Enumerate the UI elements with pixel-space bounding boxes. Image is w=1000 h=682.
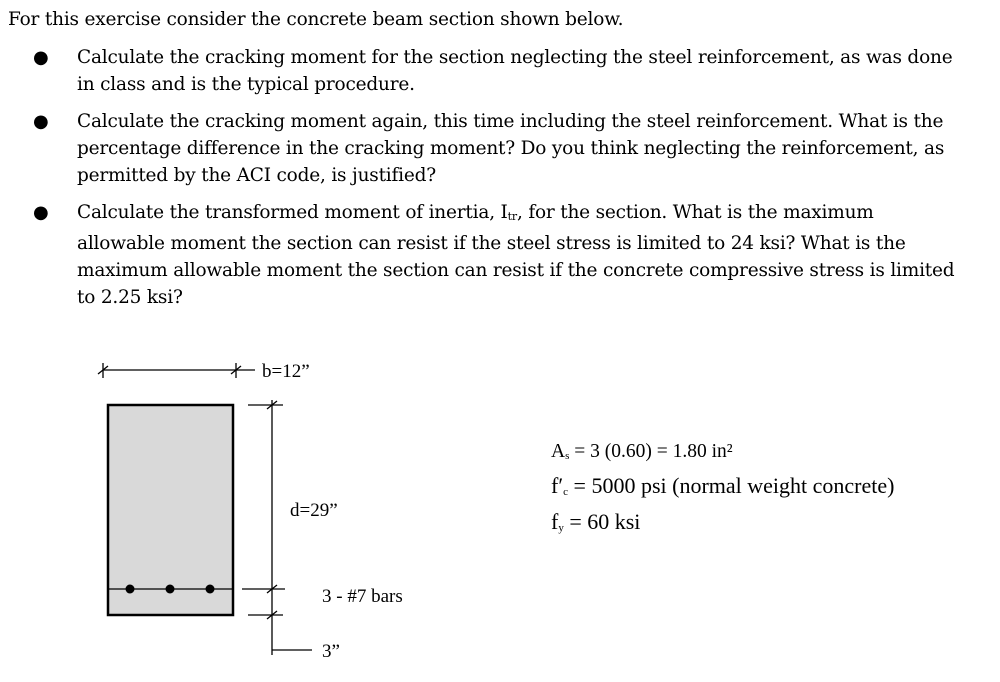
task-text-3-start: Calculate the transformed moment of inertia, I bbox=[77, 202, 508, 223]
rebar-bar bbox=[126, 585, 135, 594]
steel-area-line bbox=[551, 437, 894, 471]
intro-text: For this exercise consider the concrete beam section shown below. bbox=[8, 9, 624, 30]
beam-section bbox=[108, 405, 233, 615]
task-text-2: Calculate the cracking moment again, this time including the steel reinforcement. What is the percentage difference in the cracking moment? Do you think neglecting the reinforcement, as permitted by the ACI code, is justified? bbox=[77, 111, 945, 186]
task-text-3-end: , for the section. What is the maximum allowable moment the section can resist if the steel stress is limited to 24 ksi? What is the maximum allowable moment the section can resist if the concrete compressive stress is limited to 2.25 ksi? bbox=[77, 202, 955, 308]
rebar-bar bbox=[166, 585, 175, 594]
steel-yield-line bbox=[551, 507, 894, 543]
bullet-icon: ● bbox=[33, 47, 49, 68]
concrete-strength-line bbox=[551, 471, 894, 507]
as-symbol: A bbox=[551, 441, 566, 462]
as-subscript: s bbox=[565, 450, 570, 462]
depth-dimension bbox=[242, 400, 312, 655]
fy-value: = 60 ksi bbox=[563, 509, 641, 534]
depth-label: d=29” bbox=[290, 500, 338, 521]
cover-label: 3” bbox=[322, 641, 340, 662]
fy-subscript: y bbox=[558, 522, 564, 534]
fc-subscript: c bbox=[563, 486, 569, 498]
task-text-3-subscript: tr bbox=[507, 210, 517, 223]
material-properties bbox=[551, 437, 894, 543]
bars-label: 3 - #7 bars bbox=[322, 586, 403, 607]
width-label: b=12” bbox=[262, 361, 310, 382]
fy-symbol: f bbox=[551, 509, 559, 534]
fc-symbol: f′ bbox=[551, 473, 564, 498]
as-value: = 3 (0.60) = 1.80 in² bbox=[569, 441, 733, 462]
rebar-bar bbox=[206, 585, 215, 594]
bullet-icon: ● bbox=[33, 202, 49, 223]
fc-value: = 5000 psi (normal weight concrete) bbox=[568, 473, 895, 498]
bullet-icon: ● bbox=[33, 111, 49, 132]
task-text-1: Calculate the cracking moment for the section neglecting the steel reinforcement, as was done in class and is the typical procedure. bbox=[77, 47, 953, 95]
width-dimension bbox=[98, 363, 255, 378]
